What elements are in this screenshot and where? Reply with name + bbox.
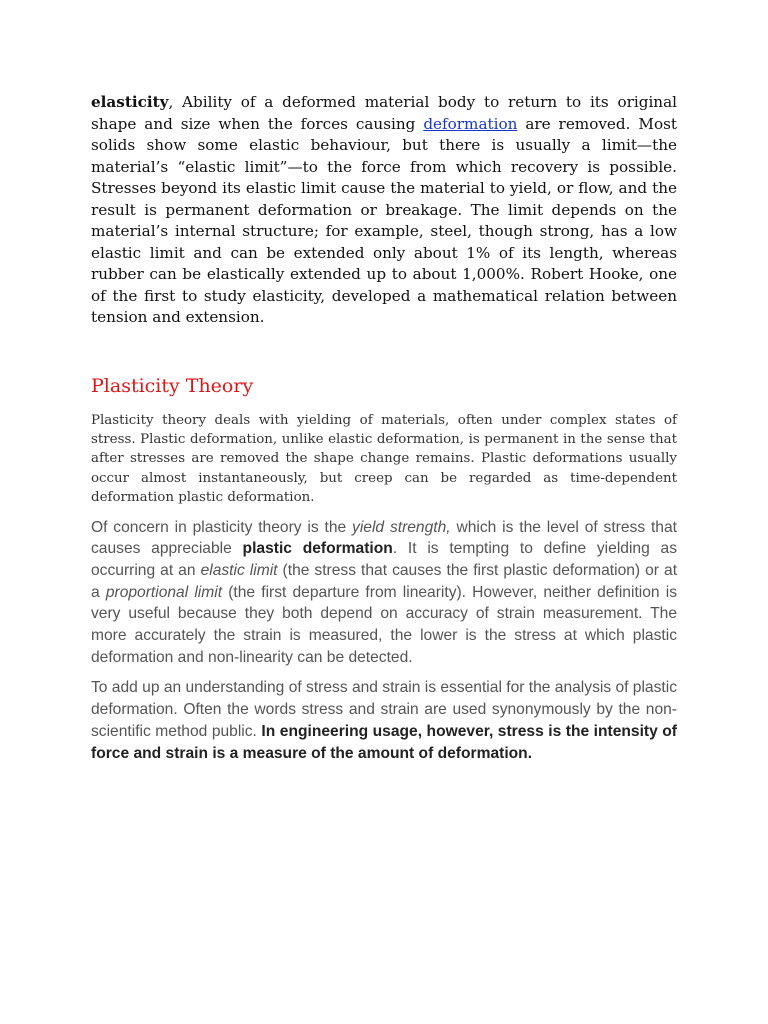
yield-strength-term: yield strength, (352, 518, 451, 536)
plasticity-paragraph-2 (91, 517, 677, 669)
intro-text-before-link: , Ability of a deformed material body to return to its original shape and size when the forces causing (91, 93, 677, 133)
plasticity-paragraph-3 (91, 677, 677, 764)
elasticity-term: elasticity (91, 93, 169, 111)
p2-text-2: which is the level of stress that causes appreciable (91, 518, 677, 558)
deformation-link[interactable]: deformation (423, 114, 518, 133)
p2-text-4: (the stress that causes the first plastic deformation) or at a (91, 561, 678, 601)
plasticity-paragraph-1: Plasticity theory deals with yielding of materials, often under complex states of stress. Plastic deformation, unlike elastic deformation, is permanent in the sense that after stresses are removed the shape change remains. Plastic deformations usually occur almost instantaneously, but creep can be regarded as time-dependent deformation plastic deformation. (91, 412, 677, 506)
section-heading: Plasticity Theory (91, 374, 254, 397)
proportional-limit-term: proportional limit (105, 583, 223, 601)
elastic-limit-term: elastic limit (200, 561, 278, 579)
elasticity-paragraph (91, 92, 677, 329)
p2-text-1: Of concern in plasticity theory is the (91, 518, 353, 536)
p3-bold-definition: In engineering usage, however, stress is the intensity of force and strain is a measure of the amount of deformation. (91, 722, 677, 762)
intro-text-after-link: are removed. Most solids show some elastic behaviour, but there is usually a limit—the material’s “elastic limit”—to the force from which recovery is possible. Stresses beyond its elastic limit cause the material to yield, or flow, and the result is permanent deformation or breakage. The limit depends on the material’s internal structure; for example, steel, though strong, has a low elastic limit and can be extended only about 1% of its length, whereas rubber can be elastically extended up to about 1,000%. Robert Hooke, one of the first to study elasticity, developed a mathematical relation between tension and extension. (91, 114, 677, 326)
p3-text-1: To add up an understanding of stress and strain is essential for the analysis of plastic deformation. Often the words stress and strain are used synonymously by the non-scientific method public. (91, 679, 677, 740)
p2-text-3: . It is tempting to define yielding as occurring at an (91, 540, 677, 579)
plastic-deformation-term: plastic deformation (242, 540, 393, 558)
p2-text-5: (the first departure from linearity). However, neither definition is very useful because they both depend on accuracy of strain measurement. The more accurately the strain is measured, the lower is the stress at which plastic deformation and non-linearity can be detected. (91, 583, 677, 666)
